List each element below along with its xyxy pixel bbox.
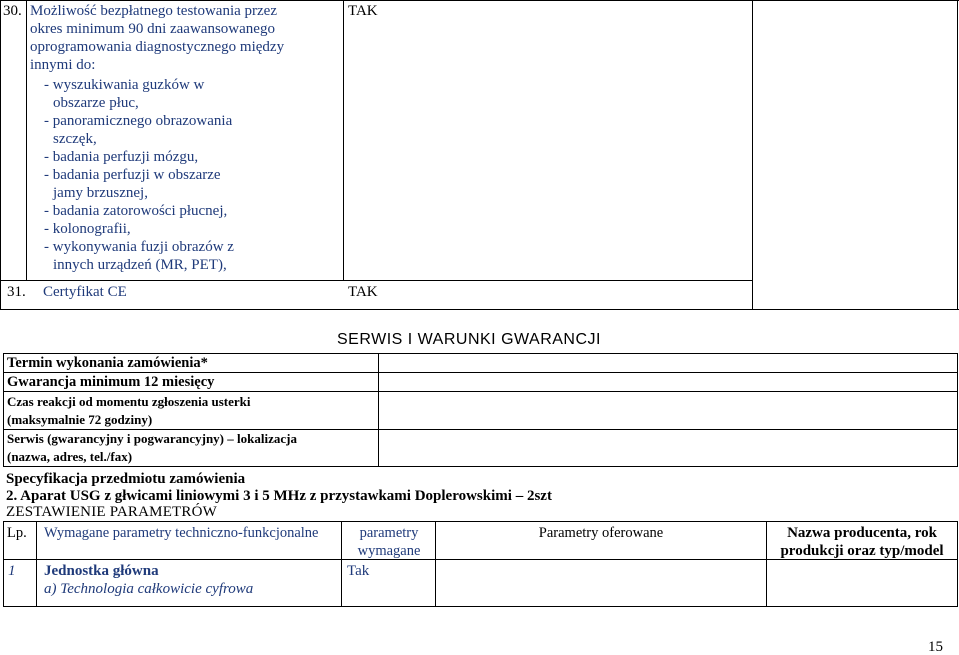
column-header-lp: Lp. — [7, 525, 27, 541]
criterion-item-line: - badania perfuzji w obszarze — [44, 167, 221, 183]
row-parameter-name: Jednostka główna — [44, 563, 159, 579]
column-header-required — [343, 524, 435, 560]
service-value-cell[interactable] — [379, 373, 956, 391]
column-header-required-line: parametry — [359, 525, 419, 541]
criterion-item-list — [44, 76, 340, 274]
column-header-producer-line: produkcji oraz typ/model — [780, 543, 944, 559]
params-col-divider-params — [341, 521, 342, 607]
params-col-left — [3, 521, 4, 607]
row-lp: 1 — [8, 563, 16, 579]
service-label-line: Czas reakcji od momentu zgłoszenia usterki — [7, 394, 251, 409]
criterion-description — [30, 2, 340, 74]
service-heading: SERWIS I WARUNKI GWARANCJI — [337, 331, 601, 348]
service-label: Gwarancja minimum 12 miesięcy — [7, 374, 215, 390]
criterion-title: Certyfikat CE — [43, 284, 127, 300]
row-parameter-detail: a) Technologia całkowicie cyfrowa — [44, 581, 254, 597]
column-header-producer — [767, 524, 957, 560]
criterion-item-line: - badania perfuzji mózgu, — [44, 149, 199, 165]
service-label-line: (maksymalnie 72 godziny) — [7, 412, 153, 427]
table-border-top — [0, 0, 959, 1]
table-border-bottom — [0, 309, 959, 310]
criterion-title-line: okres minimum 90 dni zaawansowanego — [30, 21, 275, 37]
service-label: Termin wykonania zamówienia* — [7, 355, 208, 371]
criterion-item-line: - badania zatorowości płucnej, — [44, 203, 228, 219]
service-value-cell[interactable] — [379, 354, 956, 372]
service-label — [7, 430, 297, 466]
table-border-left — [0, 0, 1, 310]
column-header-required-line: wymagane — [357, 543, 421, 559]
criterion-item-line: innych urządzeń (MR, PET), — [53, 257, 227, 273]
row-producer-cell[interactable] — [768, 561, 956, 605]
params-col-divider-lp — [36, 521, 37, 607]
required-value: TAK — [348, 3, 378, 19]
criterion-title-line: oprogramowania diagnostycznego między — [30, 39, 285, 55]
column-divider-offered — [752, 0, 753, 310]
criterion-item-line: - panoramicznego obrazowania — [44, 113, 233, 129]
row-divider-30-31-left — [0, 280, 752, 281]
service-table-right — [957, 353, 958, 467]
column-divider-number — [26, 0, 27, 280]
params-col-right — [957, 521, 958, 607]
column-divider-value — [343, 0, 344, 280]
spec-title: Specyfikacja przedmiotu zamówienia — [6, 471, 246, 487]
service-table-left — [3, 353, 4, 467]
spec-item-title: 2. Aparat USG z głwicami liniowymi 3 i 5 MHz z przystawkami Doplerowskimi – 2szt — [6, 488, 552, 504]
criterion-title-line: innymi do: — [30, 57, 96, 73]
row-required-value: Tak — [347, 563, 370, 579]
params-table-bottom — [3, 606, 957, 607]
column-header-offered: Parametry oferowane — [538, 525, 664, 541]
row-offered-cell[interactable] — [437, 561, 765, 605]
row-number: 31. — [7, 284, 26, 300]
criterion-item-line: jamy brzusznej, — [53, 185, 148, 201]
service-value-cell[interactable] — [379, 430, 956, 466]
criterion-title-line: Możliwość bezpłatnego testowania przez — [30, 3, 277, 19]
criterion-item-line: - wyszukiwania guzków w — [44, 77, 205, 93]
criterion-item-line: - wykonywania fuzji obrazów z — [44, 239, 234, 255]
spec-subtitle: ZESTAWIENIE PARAMETRÓW — [6, 504, 218, 520]
service-label-line: Serwis (gwarancyjny i pogwarancyjny) – lokalizacja — [7, 431, 297, 446]
criterion-item-line: - kolonografii, — [44, 221, 131, 237]
service-table-bottom — [3, 466, 957, 467]
row-number: 30. — [3, 3, 22, 19]
table-border-right — [957, 0, 958, 310]
page-number: 15 — [928, 639, 943, 655]
params-table-top — [3, 521, 957, 522]
service-label — [7, 393, 250, 429]
criterion-item-line: obszarze płuc, — [53, 95, 139, 111]
service-value-cell[interactable] — [379, 392, 956, 429]
criterion-item-line: szczęk, — [53, 131, 97, 147]
service-label-line: (nazwa, adres, tel./fax) — [7, 449, 133, 464]
column-header-producer-line: Nazwa producenta, rok — [787, 525, 937, 541]
required-value: TAK — [348, 284, 378, 300]
column-header-parameters: Wymagane parametry techniczno-funkcjonalne — [44, 525, 319, 541]
